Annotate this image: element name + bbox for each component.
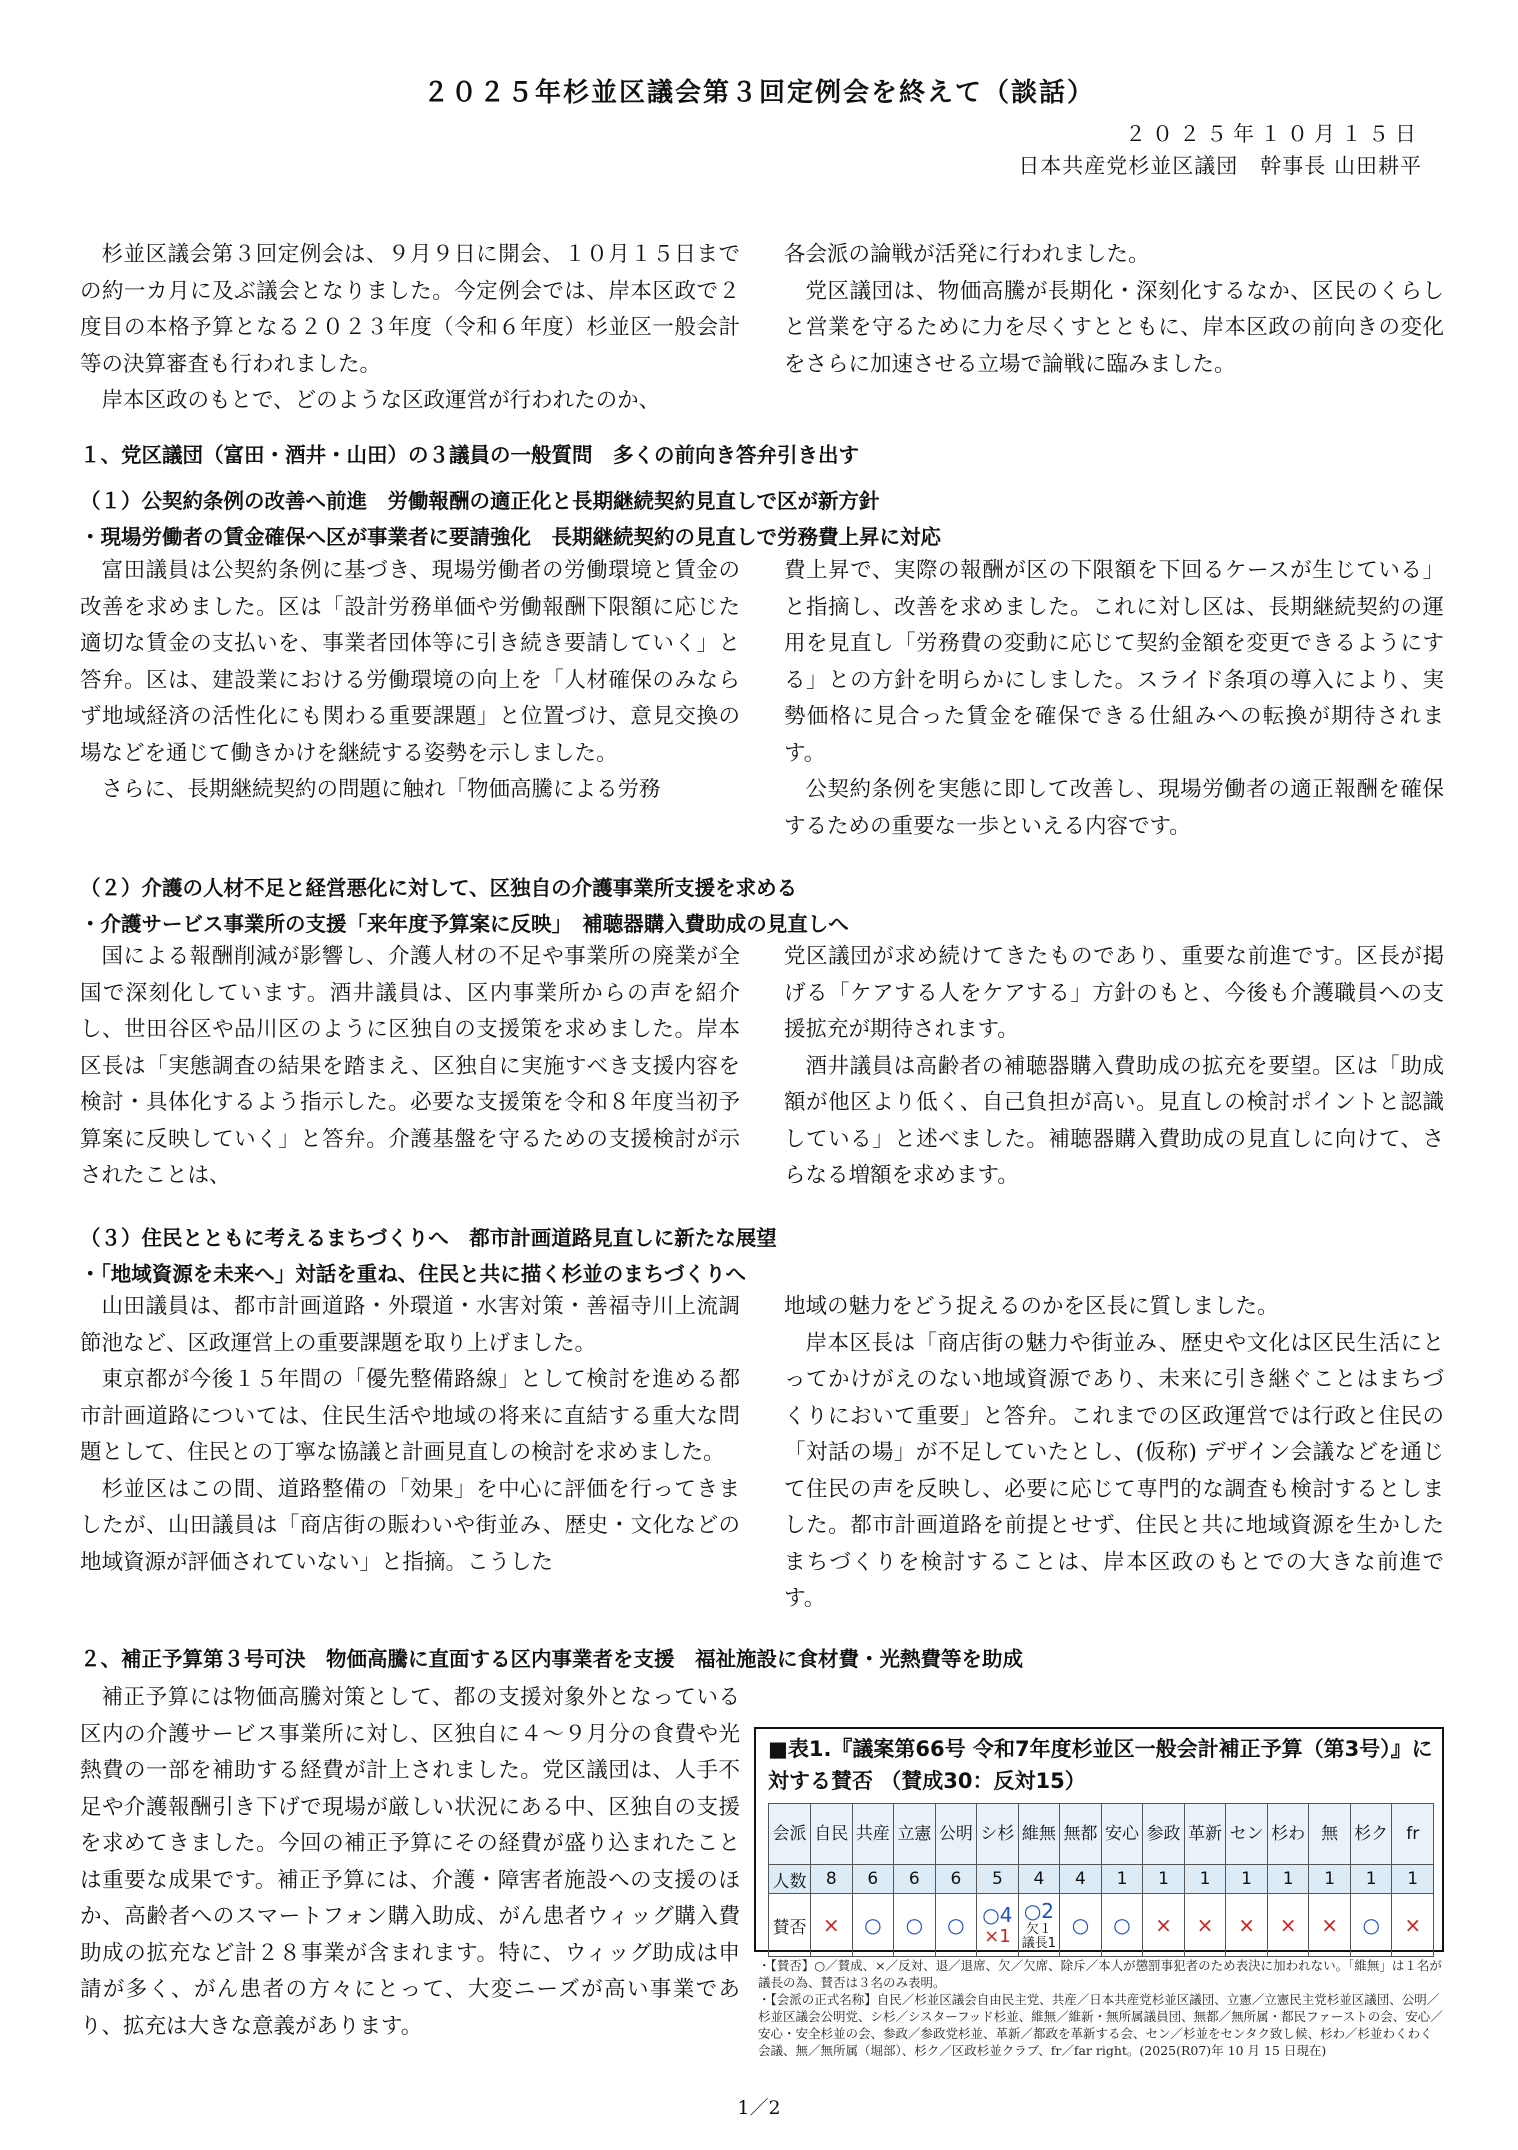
subsection-heading: （３）住民とともに考えるまちづくりへ 都市計画道路見直しに新たな展望 [80,1226,777,1250]
intro-left [80,237,740,420]
paragraph: さらに、長期継続契約の問題に触れ「物価高騰による労務 [101,777,661,802]
faction-name: fr [1392,1804,1434,1865]
paragraph: 補正予算には物価高騰対策として、都の支援対象外となっている区内の介護サービス事業所に対し、区独自に４～９月分の食費や光熱費の一部を補助する経費が計上されました。党区議団は、人手不足や介護報酬引き下げで現場が厳しい状況にある中、区独自の支援を求めてきました。今回の補正予算にその経費が盛り込まれたことは重要な成果です。補正予算には、介護・障害者施設への支援のほか、高齢者へのスマートフォン購入助成、がん患者ウィッグ購入費助成の拡充など計２８事業が含まれます。特に、ウィッグ助成は申請が多く、がん患者の方々にとって、大変ニーズが高い事業であり、拡充は大きな意義があります。 [80,1685,740,2039]
sub3-right [784,1289,1444,1618]
faction-name: 公明 [935,1804,977,1865]
paragraph: 岸本区長は「商店街の魅力や街並み、歴史や文化は区民生活にとってかけがえのない地域資源であり、未来に引き継ぐことはまちづくりにおいて重要」と答弁。これまでの区政運営では行政と住民の「対話の場」が不足していたとし、(仮称) デザイン会議などを通じて住民の声を反映し、必要に応じて専門的な調査も検討するとしました。都市計画道路を前提とせず、住民と共に地域資源を生かしたまちづくりを検討することは、岸本区政のもとでの大きな前進です。 [784,1330,1444,1611]
faction-seats: 1 [1350,1865,1392,1894]
faction-name: 無 [1309,1804,1351,1865]
page-number: 1／2 [737,2097,781,2119]
faction-seats: 1 [1143,1865,1185,1894]
intro-right [784,237,1444,383]
vote-mark: × [1196,1913,1214,1937]
faction-name: 共産 [852,1804,894,1865]
vote-mark: × [1279,1913,1297,1937]
vote-mark: ○ [864,1913,882,1937]
faction-vote [935,1894,977,1957]
vote-row [769,1894,1434,1957]
paragraph: 各会派の論戦が活発に行われました。 [784,242,1150,267]
faction-seats: 1 [1226,1865,1268,1894]
subsection-bullet: ・現場労働者の賃金確保へ区が事業者に要請強化 長期継続契約の見直しで労務費上昇に対応 [80,525,941,549]
paragraph: 東京都が今後１５年間の「優先整備路線」として検討を進める都市計画道路については、住民生活や地域の将来に直結する重大な問題として、住民との丁寧な協議と計画見直しの検討を求めました。 [80,1367,740,1465]
row-label: 会派 [769,1804,811,1865]
paragraph: 党区議団は、物価高騰が長期化・深刻化するなか、区民のくらしと営業を守るために力を尽くすとともに、岸本区政の前向きの変化をさらに加速させる立場で論戦に臨みました。 [784,278,1444,377]
faction-name: 自民 [811,1804,853,1865]
paragraph: 地域の魅力をどう捉えるのかを区長に質しました。 [784,1294,1279,1319]
section-heading: １、党区議団（富田・酒井・山田）の３議員の一般質問 多くの前向き答弁引き出す [80,443,859,467]
faction-vote [1101,1894,1143,1957]
vote-table-box [754,1727,1444,1952]
faction-seats: 6 [894,1865,936,1894]
note: ・【会派の正式名称】自民／杉並区議会自由民主党、共産／日本共産党杉並区議団、立憲／立憲民主党杉並区議団、公明／杉並区議会公明党、シ杉／シスターフッド杉並、維無／維新・無所属議員団、無都／無所属・都民ファーストの会、安心／安心・安全杉並の会、参政／参政党杉並、革新／都政を革新する会、セン／杉並をセンタク致し候、杉わ／杉並わくわく会議、無／無所属（堀部）、杉ク／区政杉並クラブ、fr／far right。(2025(R07)年 10 月 15 日現在) [758,1992,1443,2058]
row-label: 賛否 [769,1894,811,1957]
faction-seats: 1 [1184,1865,1226,1894]
faction-vote [977,1894,1019,1957]
vote-mark: ○ [905,1913,924,1937]
faction-name: 参政 [1143,1804,1185,1865]
paragraph: 杉並区議会第３回定例会は、９月９日に開会、１０月１５日までの約一カ月に及ぶ議会となりました。今定例会では、岸本区政で２度目の本格予算となる２０２３年度（令和６年度）杉並区一般会計等の決算審査も行われました。 [80,242,740,377]
vote-mark: × [1404,1913,1422,1937]
faction-seats: 6 [935,1865,977,1894]
paragraph: 費上昇で、実際の報酬が区の下限額を下回るケースが生じている」と指摘し、改善を求めました。これに対し区は、長期継続契約の運用を見直し「労務費の変動に応じて契約金額を変更できるようにする」との方針を明らかにしました。スライド条項の導入により、実勢価格に見合った賃金を確保できる仕組みへの転換が期待されます。 [784,558,1444,766]
faction-seats: 4 [1060,1865,1102,1894]
paragraph: 山田議員は、都市計画道路・外環道・水害対策・善福寺川上流調節池など、区政運営上の重要課題を取り上げました。 [80,1294,740,1356]
paragraph: 党区議団が求め続けてきたものであり、重要な前進です。区長が掲げる「ケアする人をケアする」方針のもと、今後も介護職員への支援拡充が期待されます。 [784,944,1444,1042]
paragraph: 公契約条例を実態に即して改善し、現場労働者の適正報酬を確保するための重要な一歩といえる内容です。 [784,777,1444,839]
faction-seats: 1 [1392,1865,1434,1894]
faction-seats: 1 [1267,1865,1309,1894]
faction-name: 革新 [1184,1804,1226,1865]
faction-vote [1309,1894,1351,1957]
vote-mark: ○ [947,1913,965,1937]
vote-table-notes [758,1957,1444,2059]
vote-mark: × [1155,1913,1172,1937]
faction-vote [1226,1894,1268,1957]
sub2-right [784,939,1444,1195]
faction-vote [1060,1894,1102,1957]
section-heading: ２、補正予算第３号可決 物価高騰に直面する区内事業者を支援 福祉施設に食材費・光熱費等を助成 [80,1647,1023,1671]
subsection-bullet: ・「地域資源を未来へ」対話を重ね、住民と共に描く杉並のまちづくりへ [80,1262,747,1286]
subsection-heading: （１）公契約条例の改善へ前進 労働報酬の適正化と長期継続契約見直しで区が新方針 [80,489,880,513]
paragraph: 杉並区はこの間、道路整備の「効果」を中心に評価を行ってきましたが、山田議員は「商店街の賑わいや街並み、歴史・文化などの地域資源が評価されていない」と指摘。こうした [80,1476,740,1575]
subsection-bullet: ・介護サービス事業所の支援「来年度予算案に反映」 補聴器購入費助成の見直しへ [80,912,849,936]
faction-name: 安心 [1101,1804,1143,1865]
faction-name: 杉わ [1267,1804,1309,1865]
vote-mark: ○4 [982,1903,1013,1927]
paragraph: 岸本区政のもとで、どのような区政運営が行われたのか、 [101,388,661,413]
sub1-left [80,553,740,809]
faction-name: セン [1226,1804,1268,1865]
faction-vote [1392,1894,1434,1957]
page-title: ２０２５年杉並区議会第３回定例会を終えて（談話） [422,78,1095,108]
faction-seats: 4 [1018,1865,1060,1894]
faction-vote [852,1894,894,1957]
vote-mark: × [1321,1913,1339,1937]
faction-seats: 6 [852,1865,894,1894]
faction-name: シ杉 [977,1804,1019,1865]
date: ２０２５年１０月１５日 [1125,122,1422,146]
faction-row [769,1804,1434,1865]
sub1-right [784,553,1444,845]
vote-mark: ○ [1071,1913,1090,1937]
vote-mark: ○2 [1023,1899,1055,1923]
faction-vote [894,1894,936,1957]
faction-name: 維無 [1018,1804,1060,1865]
faction-vote [1143,1894,1185,1957]
row-label: 人数 [769,1865,811,1894]
author: 日本共産党杉並区議団 幹事長 山田耕平 [1018,154,1422,178]
section2-body [80,1680,740,2045]
seats-row [769,1865,1434,1894]
faction-seats: 1 [1309,1865,1351,1894]
faction-seats: 8 [811,1865,853,1894]
vote-sub-mark: ×1 [984,1926,1011,1947]
paragraph: 国による報酬削減が影響し、介護人材の不足や事業所の廃業が全国で深刻化しています。酒井議員は、区内事業所からの声を紹介し、世田谷区や品川区のように区独自の支援策を求めました。岸本区長は「実態調査の結果を踏まえ、区独自に実施すべき支援内容を検討・具体化するよう指示した。必要な支援策を令和８年度当初予算案に反映していく」と答弁。介護基盤を守るための支援検討が示されたことは、 [80,944,740,1188]
paragraph: 酒井議員は高齢者の補聴器購入費助成の拡充を要望。区は「助成額が他区より低く、自己負担が高い。見直しの検討ポイントと認識している」と述べました。補聴器購入費助成の見直しに向けて、さらなる増額を求めます。 [784,1053,1444,1188]
faction-vote [1018,1894,1060,1957]
sub3-left [80,1289,740,1581]
subsection-heading: （２）介護の人材不足と経営悪化に対して、区独自の介護事業所支援を求める [80,876,798,900]
faction-vote [1267,1894,1309,1957]
sub2-left [80,939,740,1195]
faction-vote [811,1894,853,1957]
faction-seats: 5 [977,1865,1019,1894]
faction-name: 杉ク [1350,1804,1392,1865]
note: ・【賛否】○／賛成、×／反対、退／退席、欠／欠席、除斥／本人が懲罰事犯者のため表決に加われない。「維無」は１名が議長の為、賛否は３名のみ表明。 [758,1958,1442,1990]
vote-mark: ○ [1362,1913,1380,1937]
vote-table [768,1803,1434,1957]
vote-mark: × [822,1913,840,1937]
vote-table-title: ■表1.『議案第66号 令和7年度杉並区一般会計補正予算（第3号）』に対する賛否 （賛成30：反対15） [768,1737,1433,1793]
faction-seats: 1 [1101,1865,1143,1894]
faction-vote [1350,1894,1392,1957]
vote-sub-mark: 欠１ 議長1 [1021,1922,1057,1951]
faction-name: 無都 [1060,1804,1102,1865]
paragraph: 富田議員は公契約条例に基づき、現場労働者の労働環境と賃金の改善を求めました。区は「設計労務単価や労働報酬下限額に応じた適切な賃金の支払いを、事業者団体等に引き続き要請していく」と答弁。区は、建設業における労働環境の向上を「人材確保のみならず地域経済の活性化にも関わる重要課題」と位置づけ、意見交換の場などを通じて働きかけを継続する姿勢を示しました。 [80,558,740,766]
vote-mark: ○ [1113,1913,1131,1937]
faction-vote [1184,1894,1226,1957]
faction-name: 立憲 [894,1804,936,1865]
vote-mark: × [1238,1913,1255,1937]
